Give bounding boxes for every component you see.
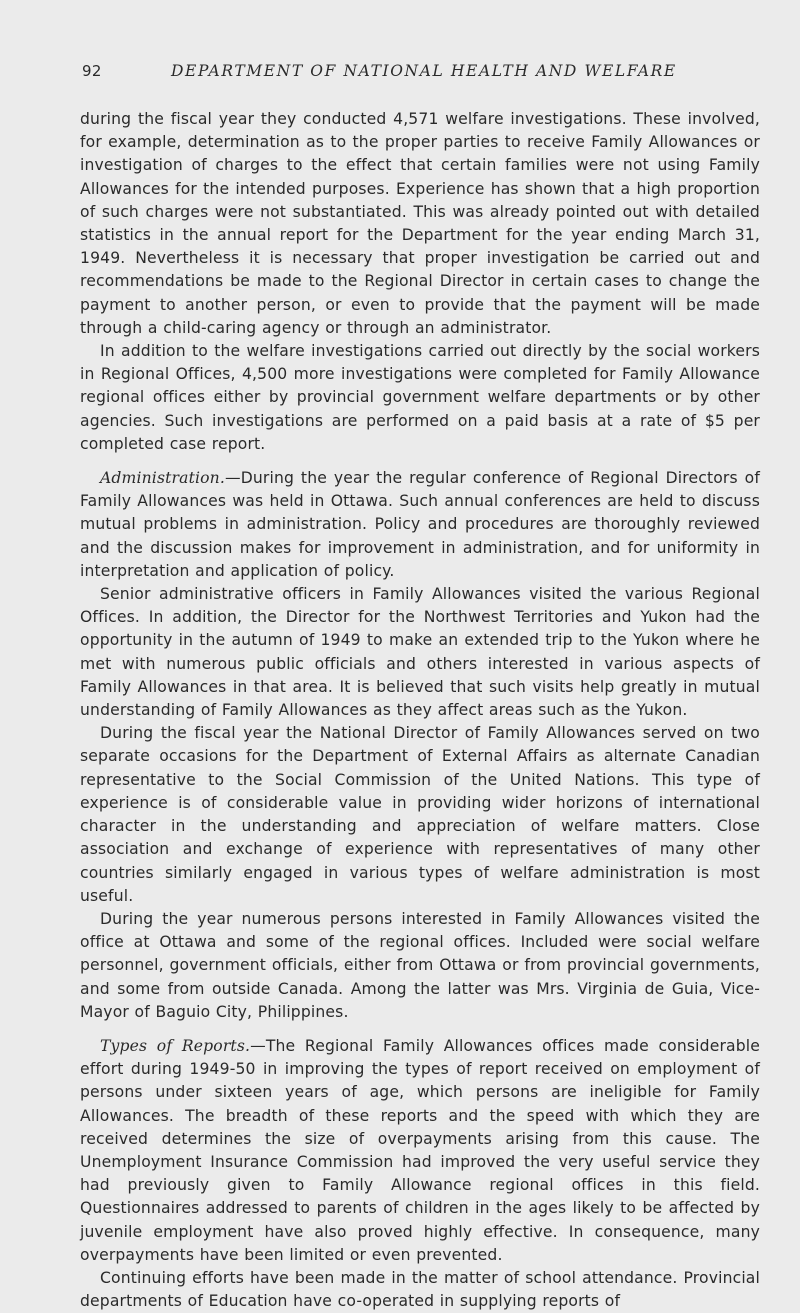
paragraph-text: Continuing efforts have been made in the matter of school attendance. Provincial departments of Education have co-operated in supplying reports of: [80, 1268, 760, 1311]
paragraph: [80, 1267, 760, 1313]
paragraph: [80, 908, 760, 1024]
paragraph-continued: [80, 108, 760, 340]
paragraph-text: Senior administrative officers in Family Allowances visited the various Regional Offices. In addition, the Director for the Northwest Territories and Yukon had the opportunity in the autumn of 1949 to make an extended trip to the Yukon where he met with numerous public officials and others interested in various aspects of Family Allowances in that area. It is believed that such visits help greatly in mutual understanding of Family Allowances as they affect areas such as the Yukon.: [80, 585, 760, 720]
section-heading: Types of Reports.: [100, 1036, 251, 1055]
paragraph-text: during the fiscal year they conducted 4,571 welfare investigations. These involved, for example, determination as to the proper parties to receive Family Allowances or investigation of charges to the effect that certain families were not using Family Allowances for the intended purposes. Experience has shown that a high proportion of such charges were not substantiated. This was already pointed out with detailed statistics in the annual report for the Department for the year ending March 31, 1949. Nevertheless it is necessary that proper investigation be carried out and recommendations be made to the Regional Director in certain cases to change the payment to another person, or even to provide that the payment will be made through a child-caring agency or through an administrator.: [80, 110, 760, 337]
paragraph-text: —The Regional Family Allowances offices made considerable effort during 1949-50 in improving the types of report received on employment of persons under sixteen years of age, which persons are ineligible for Family Allowances. The breadth of these reports and the speed with which they are received determines the size of overpayments arising from this cause. The Unemployment Insurance Commission had improved the very useful service they had previously given to Family Allowance regional offices in this field. Questionnaires addressed to parents of children in the ages likely to be affected by juvenile employment have also proved highly effective. In consequence, many overpayments have been limited or even prevented.: [80, 1036, 760, 1264]
paragraph-text: During the fiscal year the National Director of Family Allowances served on two separate occasions for the Department of External Affairs as alternate Canadian representative to the Social Commission of the United Nations. This type of experience is of considerable value in providing wider horizons of international character in the understanding and appreciation of welfare matters. Close association and exchange of experience with representatives of many other countries similarly engaged in various types of welfare administration is most useful.: [80, 724, 760, 905]
running-title: DEPARTMENT OF NATIONAL HEALTH AND WELFARE: [171, 62, 677, 80]
paragraph: [80, 583, 760, 722]
paragraph-types-of-reports: [80, 1035, 760, 1267]
body-text: [80, 108, 760, 1313]
paragraph-text: During the year numerous persons interested in Family Allowances visited the office at Ottawa and some of the regional offices. Included were social welfare personnel, government officials, either from Ottawa or from provincial governments, and some from outside Canada. Among the latter was Mrs. Virginia de Guia, Vice-Mayor of Baguio City, Philippines.: [80, 909, 760, 1021]
running-header: [80, 62, 760, 86]
section-heading: Administration.: [100, 469, 225, 488]
paragraph: [80, 722, 760, 908]
paragraph-administration: [80, 467, 760, 583]
paragraph-text: —During the year the regular conference of Regional Directors of Family Allowances was held in Ottawa. Such annual conferences are held to discuss mutual problems in administration. Policy and procedures are thoroughly reviewed and the discussion makes for improvement in administration, and for uniformity in interpretation and application of policy.: [80, 469, 760, 580]
page-number: 92: [82, 62, 102, 80]
paragraph: [80, 340, 760, 456]
paragraph-text: In addition to the welfare investigations carried out directly by the social workers in Regional Offices, 4,500 more investigations were completed for Family Allowance regional offices either by provincial government welfare departments or by other agencies. Such investigations are performed on a paid basis at a rate of $5 per completed case report.: [80, 342, 760, 453]
